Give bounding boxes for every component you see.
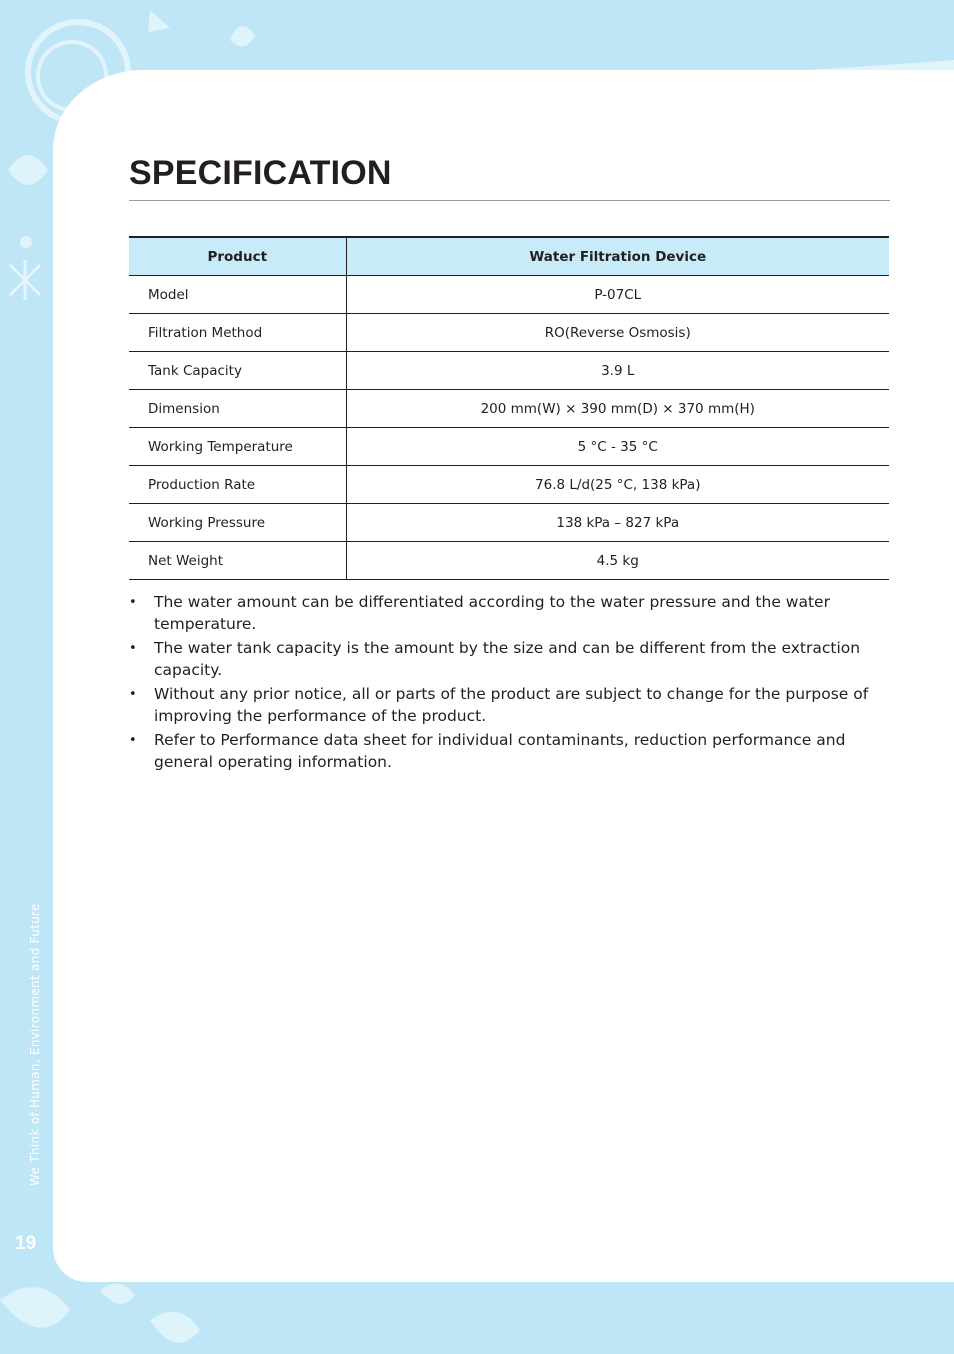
side-slogan: We Think of Human, Environment and Future — [28, 903, 42, 1186]
row-label: Production Rate — [129, 466, 346, 504]
row-label: Filtration Method — [129, 314, 346, 352]
page-number: 19 — [15, 1233, 37, 1254]
note-text: The water amount can be differentiated according to the water pressure and the water temperature. — [154, 593, 830, 633]
note-text: The water tank capacity is the amount by the size and can be different from the extraction capacity. — [154, 639, 861, 679]
table-row — [129, 504, 889, 542]
table-row — [129, 314, 889, 352]
row-value: 138 kPa – 827 kPa — [346, 504, 889, 542]
title-rule — [129, 200, 890, 201]
row-label: Working Temperature — [129, 428, 346, 466]
row-value: RO(Reverse Osmosis) — [346, 314, 889, 352]
row-value: 76.8 L/d(25 °C, 138 kPa) — [346, 466, 889, 504]
bullet-icon: • — [129, 595, 137, 610]
table-row — [129, 466, 889, 504]
table-row — [129, 352, 889, 390]
table-row — [129, 542, 889, 580]
row-value: 3.9 L — [346, 352, 889, 390]
bullet-icon: • — [129, 733, 137, 748]
spec-table — [129, 236, 889, 580]
row-label: Tank Capacity — [129, 352, 346, 390]
row-label: Net Weight — [129, 542, 346, 580]
list-item — [129, 684, 891, 727]
header-product: Product — [129, 237, 346, 276]
list-item — [129, 638, 891, 681]
list-item — [129, 730, 891, 773]
list-item — [129, 592, 891, 635]
note-text: Refer to Performance data sheet for individual contaminants, reduction performance and general operating information. — [154, 731, 846, 771]
page-title: SPECIFICATION — [129, 154, 392, 192]
row-value: P-07CL — [346, 276, 889, 314]
row-value: 200 mm(W) × 390 mm(D) × 370 mm(H) — [346, 390, 889, 428]
table-row — [129, 276, 889, 314]
row-value: 5 °C - 35 °C — [346, 428, 889, 466]
table-row — [129, 428, 889, 466]
notes-list — [129, 592, 891, 776]
table-header-row — [129, 237, 889, 276]
table-row — [129, 390, 889, 428]
note-text: Without any prior notice, all or parts of the product are subject to change for the purpose of improving the performance of the product. — [154, 685, 869, 725]
header-device: Water Filtration Device — [346, 237, 889, 276]
row-label: Dimension — [129, 390, 346, 428]
bullet-icon: • — [129, 641, 137, 656]
row-value: 4.5 kg — [346, 542, 889, 580]
row-label: Working Pressure — [129, 504, 346, 542]
bullet-icon: • — [129, 687, 137, 702]
row-label: Model — [129, 276, 346, 314]
